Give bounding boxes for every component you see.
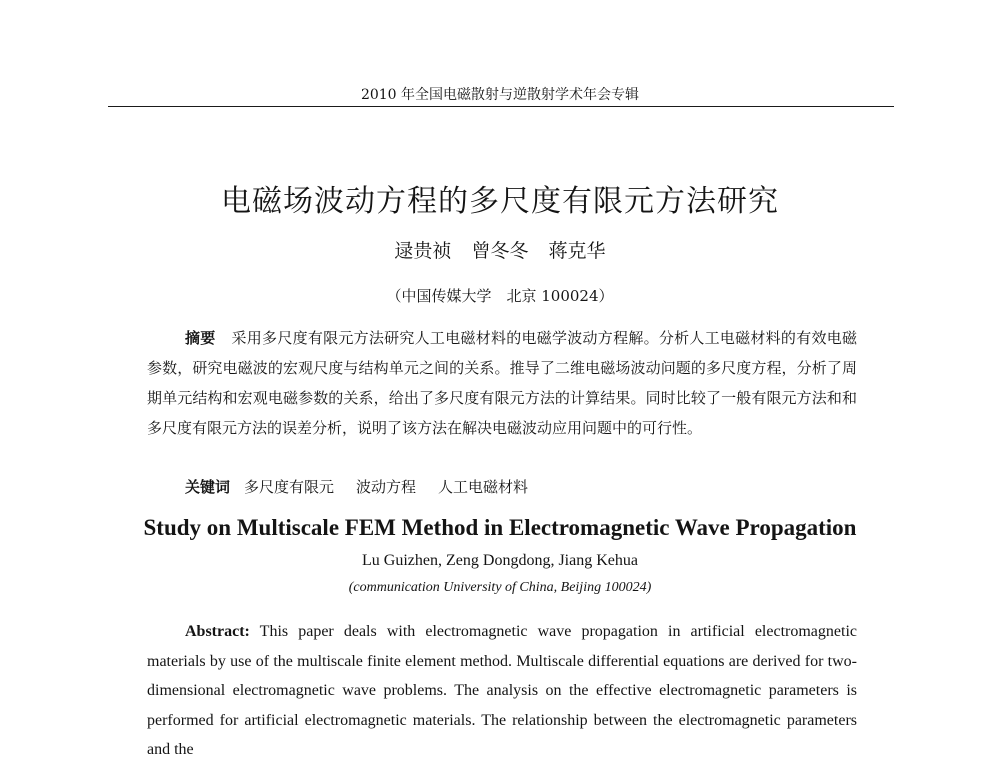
chinese-authors xyxy=(0,236,1000,263)
keyword-2: 波动方程 xyxy=(356,478,417,496)
author-2: 曾冬冬 xyxy=(471,240,529,262)
chinese-title: 电磁场波动方程的多尺度有限元方法研究 xyxy=(221,184,779,219)
chinese-abstract xyxy=(147,323,857,443)
chinese-abstract-label: 摘要 xyxy=(185,329,216,347)
english-affiliation: (communication University of China, Beijing 100024) xyxy=(348,580,652,595)
english-title: Study on Multiscale FEM Method in Electromagnetic Wave Propagation xyxy=(143,515,857,540)
keyword-3: 人工电磁材料 xyxy=(438,478,529,496)
keyword-1: 多尺度有限元 xyxy=(244,478,335,496)
english-abstract xyxy=(147,617,857,765)
english-abstract-text: This paper deals with electromagnetic wave propagation in artificial electromagnetic materials by use of the multiscale finite element method. Multiscale differential equations are derived for two-dimensional electromagnetic wave problems. The analysis on the effective electromagnetic parameters is performed for artificial electromagnetic materials. The relationship between the electromagnetic parameters and the xyxy=(147,623,857,758)
chinese-keywords xyxy=(147,473,857,501)
author-3: 蒋克华 xyxy=(548,240,606,262)
english-abstract-label: Abstract: xyxy=(185,623,250,640)
chinese-abstract-text: 采用多尺度有限元方法研究人工电磁材料的电磁学波动方程解。分析人工电磁材料的有效电磁参数，研究电磁波的宏观尺度与结构单元之间的关系。推导了二维电磁场波动问题的多尺度方程，分析了周期单元结构和宏观电磁参数的关系，给出了多尺度有限元方法的计算结果。同时比较了一般有限元方法和和多尺度有限元方法的误差分析，说明了该方法在解决电磁波动应用问题中的可行性。 xyxy=(147,329,857,437)
chinese-keywords-label: 关键词 xyxy=(185,478,231,496)
header-rule xyxy=(108,106,894,107)
english-authors: Lu Guizhen, Zeng Dongdong, Jiang Kehua xyxy=(362,552,638,569)
chinese-affiliation: （中国传媒大学 北京 100024） xyxy=(386,287,614,305)
running-head: 2010 年全国电磁散射与逆散射学术年会专辑 xyxy=(360,87,640,103)
author-1: 逯贵祯 xyxy=(394,240,452,262)
